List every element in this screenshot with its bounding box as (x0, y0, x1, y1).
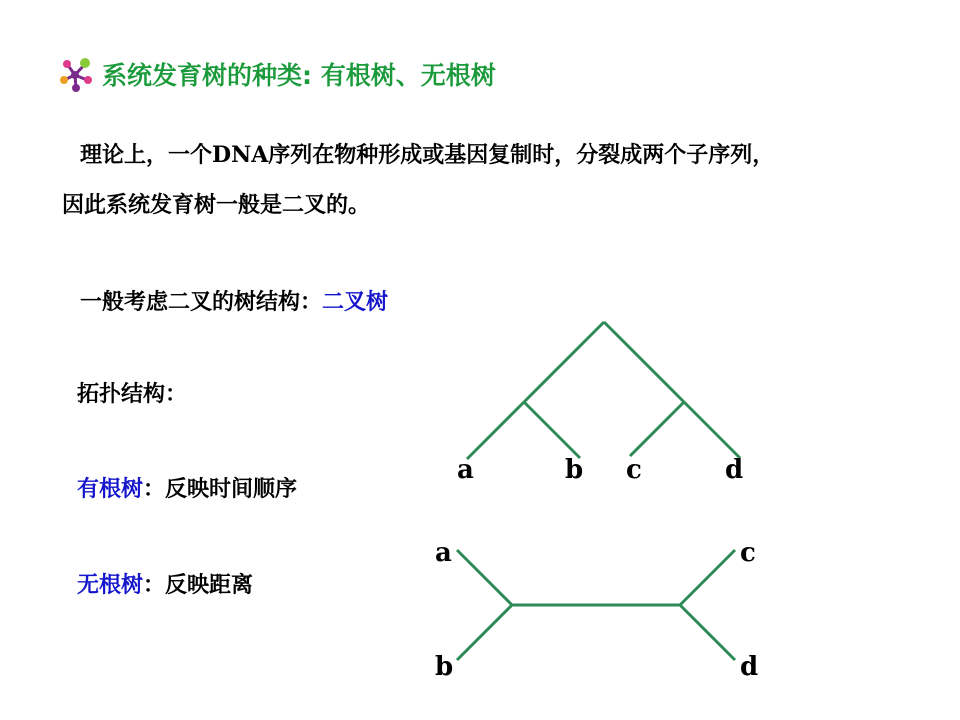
rooted-edge-right-c (630, 402, 684, 456)
unrooted-leaf-a: a (435, 538, 452, 568)
unrooted-edge-b (457, 605, 512, 660)
rooted-tree-diagram (457, 322, 743, 485)
rooted-edge-root-left (524, 322, 604, 402)
rooted-leaf-d: d (725, 455, 744, 485)
topology-label: 拓扑结构： (77, 381, 188, 407)
rooted-edge-left-a (467, 402, 524, 459)
rooted-leaf-c: c (626, 455, 642, 485)
rooted-edge-left-b (524, 402, 580, 458)
unrooted-term: 无根树 (77, 572, 144, 598)
rooted-edge-root-right (604, 322, 684, 402)
paragraph-line-2: 因此系统发育树一般是二叉的。 (62, 192, 371, 218)
rooted-leaf-a: a (457, 455, 474, 485)
unrooted-desc: ：反映距离 (143, 572, 254, 598)
rooted-desc: ：反映时间顺序 (143, 476, 298, 502)
unrooted-edge-c (680, 550, 735, 605)
unrooted-edge-d (680, 605, 735, 660)
binary-tree-term: 二叉树 (322, 289, 389, 315)
unrooted-edge-a (457, 550, 512, 605)
rooted-leaf-b: b (565, 455, 584, 485)
rooted-edge-right-d (684, 402, 740, 458)
page-title: 系统发育树的种类: 有根树、无根树 (102, 61, 496, 90)
rooted-term: 有根树 (77, 476, 144, 502)
unrooted-leaf-b: b (435, 652, 454, 682)
paragraph-line-1: 理论上，一个DNA序列在物种形成或基因复制时，分裂成两个子序列， (80, 142, 775, 168)
unrooted-tree-diagram (435, 538, 758, 682)
unrooted-leaf-c: c (740, 538, 756, 568)
binary-tree-prefix: 一般考虑二叉的树结构： (80, 289, 323, 315)
unrooted-leaf-d: d (740, 652, 759, 682)
